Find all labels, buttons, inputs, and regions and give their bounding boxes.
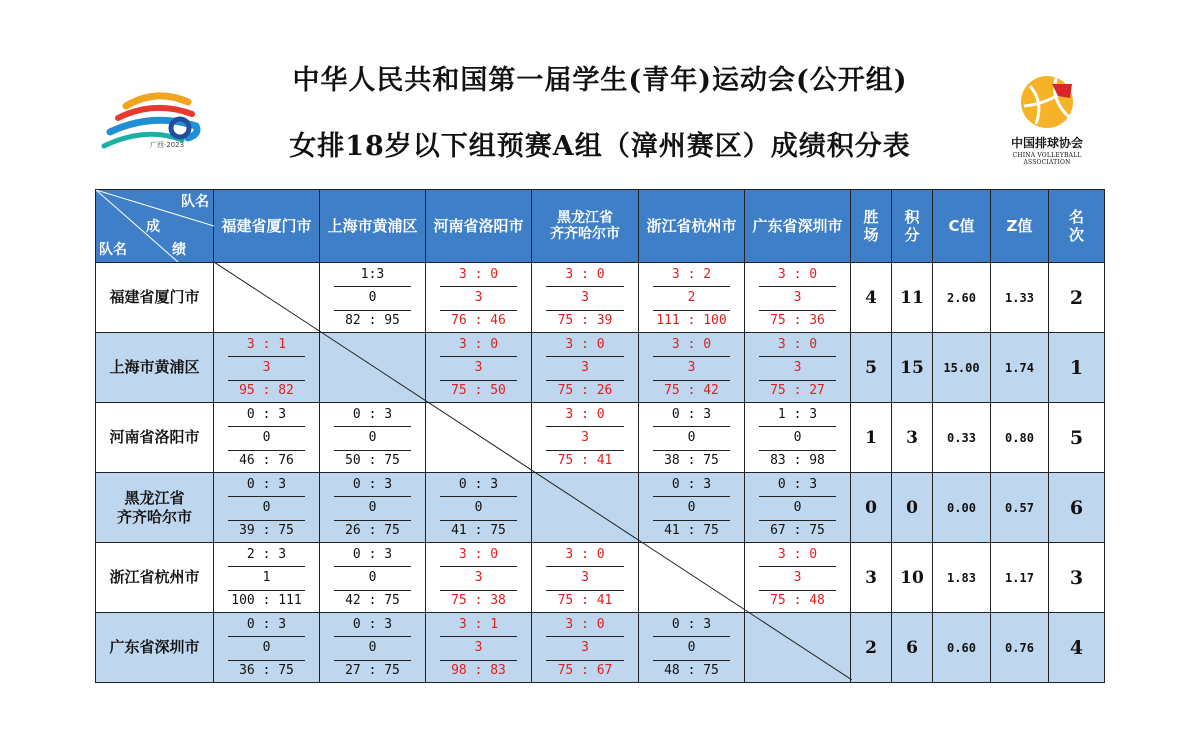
match-rally-score: 82 : 95 [345, 312, 400, 328]
match-points: 3 [474, 569, 483, 585]
col-header-rank: 名 次 [1049, 190, 1105, 263]
row-c-value: 0.00 [933, 473, 991, 543]
corner-header [96, 190, 214, 263]
match-points: 0 [474, 499, 483, 515]
match-points: 1 [262, 569, 271, 585]
row-c-value: 0.33 [933, 403, 991, 473]
match-rally-score: 83 : 98 [770, 452, 825, 468]
match-rally-score: 111 : 100 [656, 312, 727, 328]
col-header-team: 上海市黄浦区 [320, 190, 426, 263]
match-set-score: 0 : 3 [352, 406, 393, 422]
row-wins: 0 [851, 473, 892, 543]
cva-org-english: CHINA VOLLEYBALL ASSOCIATION [1012, 152, 1082, 166]
match-set-score: 0 : 3 [671, 616, 712, 632]
row-c-value: 15.00 [933, 333, 991, 403]
match-points: 0 [368, 569, 377, 585]
page-title: 中华人民共和国第一届学生(青年)运动会(公开组) [292, 65, 908, 96]
match-rally-score: 42 : 75 [345, 592, 400, 608]
match-set-score: 0 : 3 [246, 476, 287, 492]
match-set-score: 3 : 0 [777, 266, 818, 282]
row-z-value: 0.80 [991, 403, 1049, 473]
row-c-value: 2.60 [933, 263, 991, 333]
row-wins: 5 [851, 333, 892, 403]
col-header-team: 河南省洛阳市 [426, 190, 532, 263]
match-rally-score: 75 : 27 [770, 382, 825, 398]
match-points: 0 [687, 639, 696, 655]
match-rally-score: 48 : 75 [664, 662, 719, 678]
row-rank: 4 [1049, 613, 1105, 683]
match-rally-score: 26 : 75 [345, 522, 400, 538]
match-points: 0 [687, 429, 696, 445]
match-set-score: 0 : 3 [246, 616, 287, 632]
match-rally-score: 41 : 75 [664, 522, 719, 538]
match-set-score: 3 : 0 [565, 406, 605, 422]
row-rank: 1 [1049, 333, 1105, 403]
match-rally-score: 75 : 41 [557, 592, 613, 608]
corner-label-team-top: 队名 [181, 194, 209, 210]
match-set-score: 3 : 2 [671, 266, 712, 282]
match-rally-score: 38 : 75 [664, 452, 719, 468]
row-points: 10 [892, 543, 933, 613]
match-points: 0 [793, 429, 802, 445]
match-points: 3 [474, 639, 483, 655]
match-rally-score: 39 : 75 [239, 522, 294, 538]
match-set-score: 3 : 0 [777, 546, 818, 562]
row-c-value: 0.60 [933, 613, 991, 683]
match-set-score: 3 : 0 [458, 546, 499, 562]
row-team-name: 河南省洛阳市 [96, 403, 214, 473]
match-rally-score: 75 : 38 [451, 592, 506, 608]
col-header-team: 浙江省杭州市 [639, 190, 745, 263]
match-set-score: 2 : 3 [246, 546, 287, 562]
match-points: 0 [793, 499, 802, 515]
match-set-score: 3 : 0 [565, 336, 605, 352]
row-z-value: 1.17 [991, 543, 1049, 613]
row-points: 0 [892, 473, 933, 543]
match-rally-score: 98 : 83 [451, 662, 506, 678]
match-set-score: 3 : 0 [671, 336, 712, 352]
match-points: 0 [368, 289, 377, 305]
volleyball-icon [1000, 72, 1094, 132]
match-rally-score: 41 : 75 [451, 522, 506, 538]
corner-label-result: 成 [146, 219, 160, 235]
col-header-c-value: C值 [933, 190, 991, 263]
match-rally-score: 67 : 75 [770, 522, 825, 538]
match-set-score: 0 : 3 [246, 406, 287, 422]
match-points: 3 [581, 429, 589, 445]
row-wins: 1 [851, 403, 892, 473]
match-points: 0 [368, 499, 377, 515]
match-points: 3 [793, 289, 802, 305]
match-set-score: 3 : 1 [458, 616, 499, 632]
row-z-value: 1.74 [991, 333, 1049, 403]
match-rally-score: 75 : 39 [557, 312, 613, 328]
match-points: 3 [793, 359, 802, 375]
header-row [96, 190, 1105, 263]
match-rally-score: 27 : 75 [345, 662, 400, 678]
match-points: 3 [474, 359, 483, 375]
match-rally-score: 95 : 82 [239, 382, 294, 398]
match-set-score: 3 : 0 [777, 336, 818, 352]
corner-label-team-left: 队名 [99, 242, 127, 258]
match-set-score: 3 : 0 [565, 266, 605, 282]
row-points: 15 [892, 333, 933, 403]
match-set-score: 0 : 3 [458, 476, 499, 492]
match-set-score: 0 : 3 [352, 476, 393, 492]
match-set-score: 3 : 0 [458, 266, 499, 282]
row-points: 3 [892, 403, 933, 473]
match-set-score: 3 : 1 [246, 336, 287, 352]
match-rally-score: 75 : 36 [770, 312, 825, 328]
row-z-value: 0.57 [991, 473, 1049, 543]
match-points: 3 [474, 289, 483, 305]
match-points: 3 [687, 359, 696, 375]
row-rank: 5 [1049, 403, 1105, 473]
match-set-score: 0 : 3 [777, 476, 818, 492]
row-z-value: 1.33 [991, 263, 1049, 333]
match-set-score: 0 : 3 [671, 406, 712, 422]
col-header-wins: 胜 场 [851, 190, 892, 263]
match-set-score: 0 : 3 [671, 476, 712, 492]
row-points: 11 [892, 263, 933, 333]
match-points: 0 [262, 499, 271, 515]
row-team-name: 福建省厦门市 [96, 263, 214, 333]
cva-org-name: 中国排球协会 [1010, 136, 1083, 150]
match-rally-score: 75 : 48 [770, 592, 825, 608]
match-points: 3 [581, 289, 589, 305]
row-z-value: 0.76 [991, 613, 1049, 683]
match-points: 3 [581, 569, 589, 585]
match-points: 2 [687, 289, 696, 305]
col-header-team: 福建省厦门市 [214, 190, 320, 263]
match-points: 0 [368, 639, 377, 655]
match-rally-score: 50 : 75 [345, 452, 400, 468]
row-rank: 2 [1049, 263, 1105, 333]
match-points: 3 [793, 569, 802, 585]
match-points: 3 [581, 639, 589, 655]
row-c-value: 1.83 [933, 543, 991, 613]
row-team-name: 黑龙江省 齐齐哈尔市 [96, 473, 214, 543]
match-points: 0 [262, 429, 271, 445]
match-rally-score: 75 : 67 [557, 662, 613, 678]
cva-logo [1000, 72, 1094, 168]
match-rally-score: 46 : 76 [239, 452, 294, 468]
match-rally-score: 100 : 111 [231, 592, 302, 608]
row-points: 6 [892, 613, 933, 683]
match-rally-score: 75 : 50 [451, 382, 506, 398]
match-set-score: 1:3 [360, 266, 385, 282]
row-team-name: 广东省深圳市 [96, 613, 214, 683]
corner-label-score: 绩 [172, 242, 186, 258]
games-logo-caption: 广西·2023 [150, 141, 185, 149]
match-set-score: 3 : 0 [565, 546, 605, 562]
row-team-name: 浙江省杭州市 [96, 543, 214, 613]
match-rally-score: 36 : 75 [239, 662, 294, 678]
row-rank: 3 [1049, 543, 1105, 613]
diagonal-line [214, 262, 852, 680]
match-points: 3 [262, 359, 271, 375]
match-points: 0 [262, 639, 271, 655]
match-set-score: 0 : 3 [352, 616, 393, 632]
row-wins: 2 [851, 613, 892, 683]
games-logo [96, 88, 208, 154]
match-rally-score: 76 : 46 [451, 312, 506, 328]
match-rally-score: 75 : 26 [557, 382, 613, 398]
page-subtitle: 女排18岁以下组预赛A组（漳州赛区）成绩积分表 [289, 131, 911, 162]
col-header-z-value: Z值 [991, 190, 1049, 263]
col-header-team: 广东省深圳市 [745, 190, 851, 263]
row-team-name: 上海市黄浦区 [96, 333, 214, 403]
match-rally-score: 75 : 42 [664, 382, 719, 398]
match-set-score: 0 : 3 [352, 546, 393, 562]
match-rally-score: 75 : 41 [557, 452, 613, 468]
col-header-team: 黑龙江省 齐齐哈尔市 [532, 190, 639, 263]
row-wins: 3 [851, 543, 892, 613]
row-rank: 6 [1049, 473, 1105, 543]
col-header-points: 积 分 [892, 190, 933, 263]
row-wins: 4 [851, 263, 892, 333]
match-set-score: 3 : 0 [565, 616, 605, 632]
match-points: 0 [368, 429, 377, 445]
match-set-score: 3 : 0 [458, 336, 499, 352]
match-points: 0 [687, 499, 696, 515]
match-set-score: 1 : 3 [777, 406, 818, 422]
match-points: 3 [581, 359, 589, 375]
